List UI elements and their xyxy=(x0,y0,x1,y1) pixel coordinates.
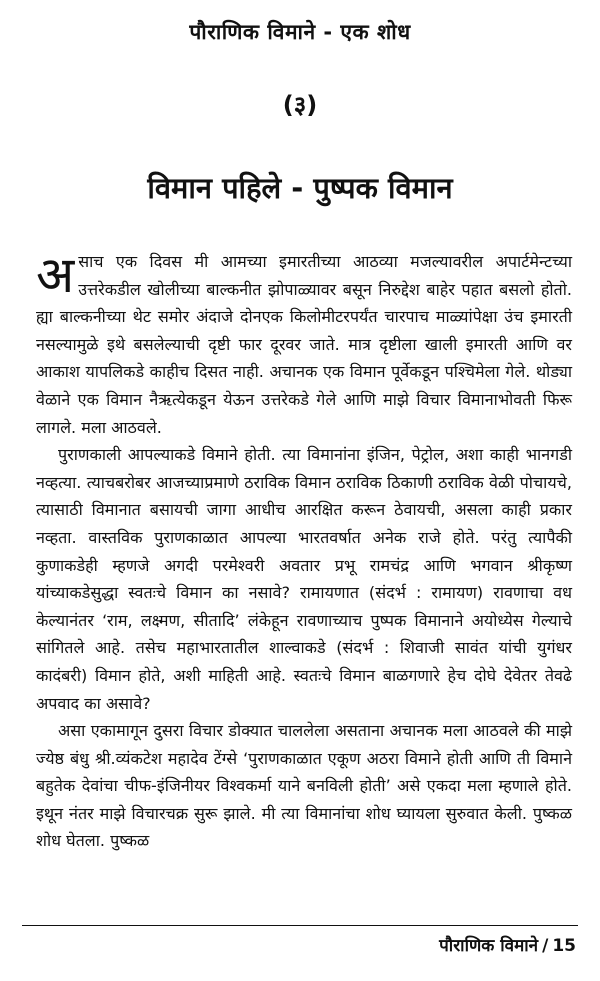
footer-book-title: पौराणिक विमाने xyxy=(439,936,539,956)
paragraph-1 xyxy=(36,248,572,441)
paragraph-1-text: साच एक दिवस मी आमच्या इमारतीच्या आठव्या मजल्यावरील अपार्टमेन्टच्या उत्तरेकडील खोलीच्या बाल्कनीत झोपाळ्यावर बसून निरुद्देश बाहेर पहात बसलो होतो. ह्या बाल्कनीच्या थेट समोर अंदाजे दोनएक किलोमीटरपर्यंत चारपाच माळ्यांपेक्षा उंच इमारती नसल्यामुळे इथे बसलेल्याची दृष्टी फार दूरवर जाते. मात्र दृष्टीला खाली इमारती आणि वर आकाश यापलिकडे काहीच दिसत नाही. अचानक एक विमान पूर्वेकडून पश्चिमेला गेले. थोड्या वेळाने एक विमान नैऋत्येकडून येऊन उत्तरेकडे गेले आणि माझे विचार विमानाभोवती फिरू लागले. मला आठवले. xyxy=(36,252,572,437)
page-footer xyxy=(439,933,576,956)
drop-cap: अ xyxy=(36,246,75,304)
footer-separator: / xyxy=(542,936,549,956)
body-text xyxy=(36,248,572,855)
paragraph-3: असा एकामागून दुसरा विचार डोक्यात चाललेला असताना अचानक मला आठवले की माझे ज्येष्ठ बंधु श्री.व्यंकटेश महादेव टेंग्से ‘पुराणकाळात एकूण अठरा विमाने होती आणि ती विमाने बहुतेक देवांचा चीफ-इंजिनीयर विश्वकर्मा याने बनविली होती’ असे एकदा मला म्हणाले होते. इथून नंतर माझे विचारचक्र सुरू झाले. मी त्या विमानांचा शोध घ्यायला सुरुवात केली. पुष्कळ शोध घेतला. पुष्कळ xyxy=(36,721,572,851)
footer-divider xyxy=(22,925,578,926)
paragraph-2: पुराणकाली आपल्याकडे विमाने होती. त्या विमानांना इंजिन, पेट्रोल, अशा काही भानगडी नव्हत्या. त्याचबरोबर आजच्याप्रमाणे ठराविक विमान ठराविक ठिकाणी ठराविक वेळी पोचायचे, त्यासाठी विमानात बसायची जागा आधीच आरक्षित करून ठेवायची, असला काही प्रकार नव्हता. वास्तविक पुराणकाळात आपल्या भारतवर्षात अनेक राजे होते. परंतु त्यापैकी कुणाकडेही म्हणजे अगदी परमेश्वरी अवतार प्रभू रामचंद्र आणि भगवान श्रीकृष्ण यांच्याकडेसुद्धा स्वतःचे विमान का नसावे? रामायणात (संदर्भ : रामायण) रावणाचा वध केल्यानंतर ‘राम, लक्ष्मण, सीतादि’ लंकेहून रावणाच्याच पुष्पक विमानाने अयोध्येस गेल्याचे सांगितले आहे. तसेच महाभारतातील शाल्वाकडे (संदर्भ : शिवाजी सावंत यांची युगंधर कादंबरी) विमान होते, अशी माहिती आहे. स्वतःचे विमान बाळगणारे हेच दोघे देवेतर तेवढे अपवाद का असावे? xyxy=(36,445,572,713)
page-number: 15 xyxy=(552,936,576,956)
running-head-title: पौराणिक विमाने - एक शोध xyxy=(189,20,411,44)
chapter-title: विमान पहिले - पुष्पक विमान xyxy=(147,171,453,205)
chapter-number: (३) xyxy=(282,91,318,119)
